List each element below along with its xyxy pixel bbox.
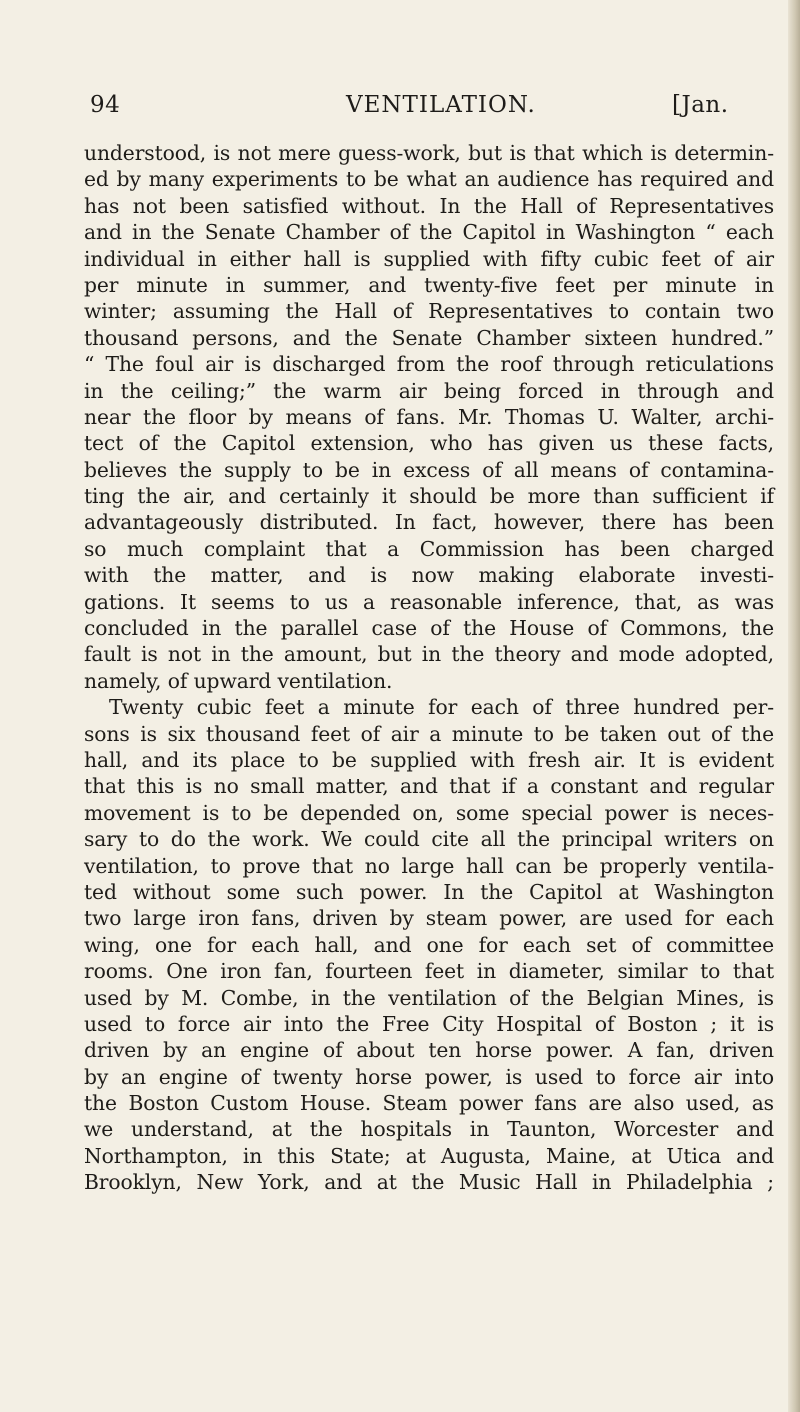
text-line: rooms. One iron fan, fourteen feet in diameter, similar to that bbox=[84, 959, 774, 984]
text-line: Brooklyn, New York, and at the Music Hall in Philadelphia ; bbox=[84, 1170, 774, 1195]
text-line: gations. It seems to us a reasonable inference, that, as was bbox=[84, 589, 774, 614]
text-line: driven by an engine of about ten horse power. A fan, driven bbox=[84, 1038, 774, 1063]
page-number: 94 bbox=[90, 92, 121, 118]
text-line: ventilation, to prove that no large hall can be properly ventila- bbox=[84, 853, 774, 878]
text-line: the Boston Custom House. Steam power fans are also used, as bbox=[84, 1091, 774, 1116]
text-line: used by M. Combe, in the ventilation of the Belgian Mines, is bbox=[84, 985, 774, 1010]
text-line: fault is not in the amount, but in the theory and mode adopted, bbox=[84, 642, 774, 667]
text-line: movement is to be depended on, some special power is neces- bbox=[84, 800, 774, 825]
text-line: sary to do the work. We could cite all the principal writers on bbox=[84, 827, 774, 852]
paragraph-end-line: namely, of upward ventilation. bbox=[84, 668, 393, 693]
text-line: by an engine of twenty horse power, is used to force air into bbox=[84, 1064, 774, 1089]
text-line: ted without some such power. In the Capitol at Washington bbox=[84, 879, 774, 904]
text-line: so much complaint that a Commission has been charged bbox=[84, 536, 774, 561]
text-line: that this is no small matter, and that if a constant and regular bbox=[84, 774, 774, 799]
text-line: individual in either hall is supplied with fifty cubic feet of air bbox=[84, 246, 774, 271]
body-text bbox=[84, 140, 774, 1196]
text-line: in the ceiling;” the warm air being forced in through and bbox=[84, 378, 774, 403]
text-line: advantageously distributed. In fact, however, there has been bbox=[84, 510, 774, 535]
text-line: winter; assuming the Hall of Representatives to contain two bbox=[84, 299, 774, 324]
text-line: sons is six thousand feet of air a minute to be taken out of the bbox=[84, 721, 774, 746]
text-line: understood, is not mere guess-work, but is that which is determin- bbox=[84, 141, 774, 165]
text-line: tect of the Capitol extension, who has given us these facts, bbox=[84, 431, 774, 456]
text-line: used to force air into the Free City Hospital of Boston ; it is bbox=[84, 1011, 774, 1036]
text-line: near the floor by means of fans. Mr. Thomas U. Walter, archi- bbox=[84, 404, 774, 429]
text-line: per minute in summer, and twenty-five feet per minute in bbox=[84, 272, 774, 297]
text-line: thousand persons, and the Senate Chamber sixteen hundred.” bbox=[84, 325, 774, 350]
text-line: we understand, at the hospitals in Taunton, Worcester and bbox=[84, 1117, 774, 1142]
text-line: ting the air, and certainly it should be more than sufficient if bbox=[84, 484, 774, 509]
text-line: wing, one for each hall, and one for each set of committee bbox=[84, 932, 774, 957]
text-line: Northampton, in this State; at Augusta, Maine, at Utica and bbox=[84, 1143, 774, 1168]
text-line: believes the supply to be in excess of all means of contamina- bbox=[84, 457, 774, 482]
date-mark: [Jan. bbox=[672, 92, 729, 118]
text-line: “ The foul air is discharged from the roof through reticulations bbox=[84, 352, 774, 377]
text-line: has not been satisfied without. In the Hall of Representatives bbox=[84, 193, 774, 218]
running-header bbox=[90, 92, 770, 124]
text-line: hall, and its place to be supplied with fresh air. It is evident bbox=[84, 747, 774, 772]
text-line: and in the Senate Chamber of the Capitol in Washington “ each bbox=[84, 220, 774, 245]
text-line: with the matter, and is now making elaborate investi- bbox=[84, 563, 774, 588]
text-line: two large iron fans, driven by steam power, are used for each bbox=[84, 906, 774, 931]
text-line: ed by many experiments to be what an audience has required and bbox=[84, 167, 774, 192]
text-line: concluded in the parallel case of the House of Commons, the bbox=[84, 616, 774, 641]
paragraph-start-line: Twenty cubic feet a minute for each of three hundred per- bbox=[109, 695, 774, 720]
running-title: VENTILATION. bbox=[346, 92, 536, 118]
page-edge bbox=[788, 0, 800, 1412]
